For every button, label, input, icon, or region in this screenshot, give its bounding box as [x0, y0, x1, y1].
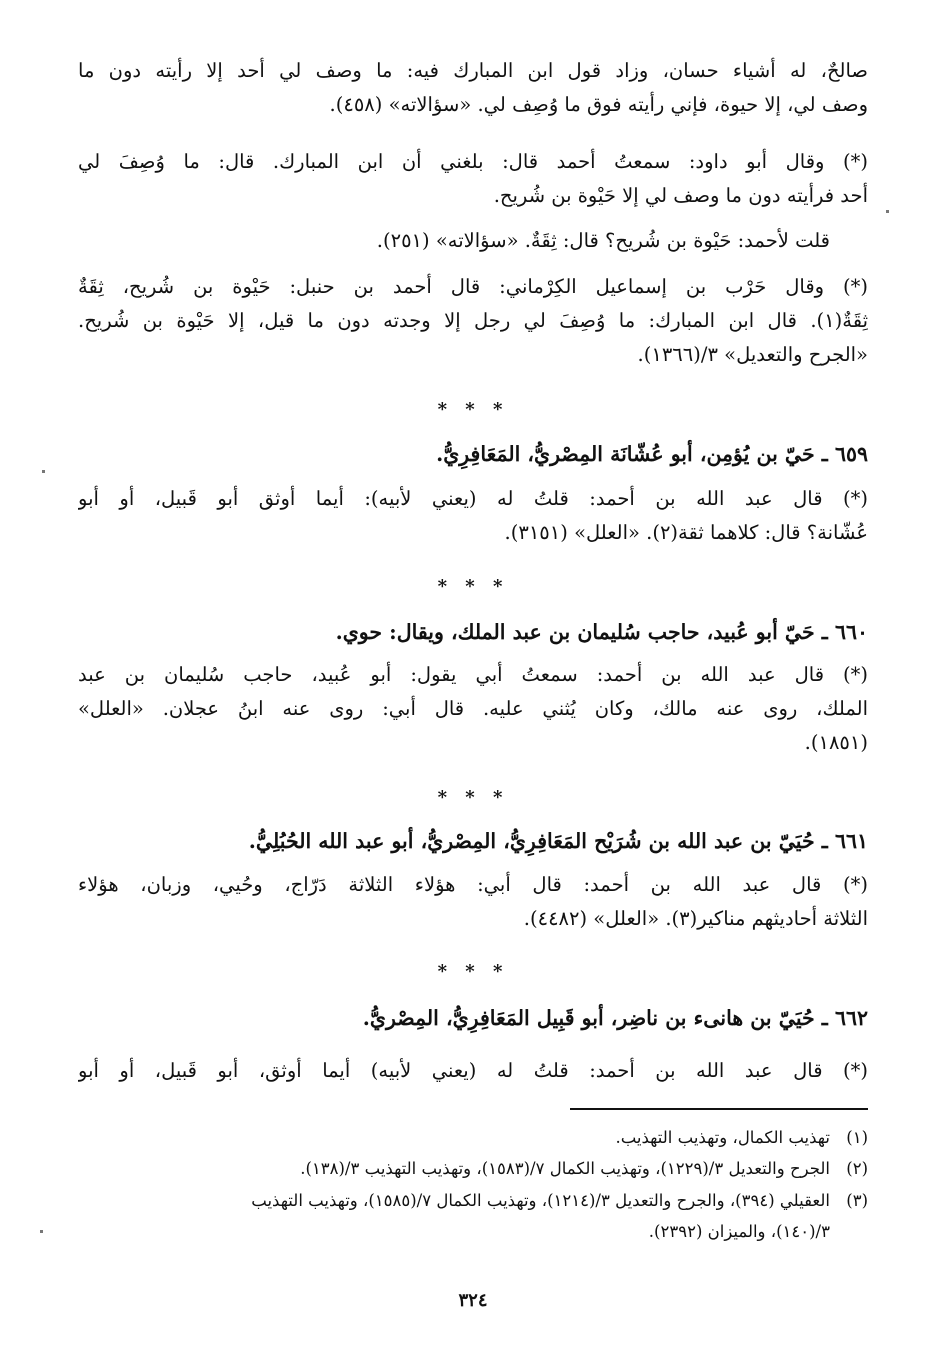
text-line: عُشّانة؟ قال: كلاهما ثقة(٢). «العلل» (٣١٥١). — [504, 521, 868, 544]
text-line: قلت لأحمد: حَيْوة بن شُريح؟ قال: ثِقَةٌ. «سؤالاته» (٢٥١). — [376, 229, 830, 252]
footnote-text: الجرح والتعديل ٣/(١٢٢٩)، وتهذيب الكمال ٧/(١٥٨٣)، وتهذيب التهذيب ٣/(١٣٨). — [300, 1159, 830, 1178]
entry-659-heading — [78, 436, 868, 472]
footnote-number: (٣) — [846, 1191, 868, 1210]
text-line: أحد فرأيته دون ما وصف لي إلا حَيْوة بن شُريح. — [493, 184, 868, 207]
paragraph-2 — [78, 145, 868, 213]
text-line: صالحٌ، له أشياء حسان، وزاد قول ابن المبارك فيه: ما وصف لي أحد إلا رأيته دون ما — [78, 59, 868, 82]
text-line: الثلاثة أحاديثهم مناكير(٣). «العلل» (٤٤٨٢). — [523, 907, 868, 930]
footnote-line — [78, 1185, 868, 1216]
text-line: (*) وقال حَرْب بن إسماعيل الكِرْماني: قال أحمد بن حنبل: حَيْوة بن شُريح، ثِقَةٌ — [78, 275, 868, 298]
section-separator: * * * — [437, 961, 509, 982]
page-number: ٣٢٤ — [458, 1290, 488, 1311]
entry-660-heading — [78, 614, 868, 650]
footnote-line — [78, 1153, 868, 1184]
section-separator: * * * — [437, 787, 509, 808]
footnote-number: (١) — [846, 1128, 868, 1147]
section-separator: * * * — [437, 399, 509, 420]
text-line: ثِقَةٌ(١). قال ابن المبارك: ما وُصِفَ لي رجل إلا وجدته دون ما قيل، إلا حَيْوة بن شُريح. — [78, 309, 868, 332]
scan-speck — [42, 470, 45, 473]
text-line: (*) قال عبد الله بن أحمد: قال أبي: هؤلاء الثلاثة دَرّاج، وحُيي، وزبان، هؤلاء — [78, 873, 868, 896]
entry-661-heading — [78, 823, 868, 859]
text-line: (*) قال عبد الله بن أحمد: سمعتُ أبي يقول: أبو عُبيد، حاجب سُليمان بن عبد — [78, 663, 868, 686]
footnote-text: تهذيب الكمال، وتهذيب التهذيب. — [615, 1128, 830, 1147]
footnote-text: ٣/(١٤٠)، والميزان (٢٣٩٢). — [648, 1222, 830, 1241]
scan-speck — [886, 210, 889, 213]
footnote-line — [78, 1122, 868, 1153]
entry-661-text — [78, 868, 868, 936]
text-line: (*) قال عبد الله بن أحمد: قلتُ له (يعني لأبيه): أيما أوثق أبو قَبيل، أو أبو — [78, 487, 868, 510]
text-line: الملك، روى عنه مالك، وكان يُثني عليه. قال أبي: روى عنه ابنُ عجلان. «العلل» — [78, 697, 868, 720]
text-line: (١٨٥١). — [804, 731, 868, 754]
section-separator: * * * — [437, 576, 509, 597]
footnote-1 — [78, 1122, 868, 1153]
footnote-rule — [570, 1108, 868, 1110]
book-page — [78, 42, 868, 1342]
paragraph-4 — [78, 270, 868, 372]
text-line: وصف لي، إلا حيوة، فإني رأيته فوق ما وُصِف لي. «سؤالاته» (٤٥٨). — [329, 93, 868, 116]
entry-662-heading — [78, 1000, 868, 1036]
footnote-2 — [78, 1153, 868, 1184]
entry-heading: ٦٦٢ ـ حُيَيّ بن هانىء بن ناضِر، أبو قَبِيل المَعَافِرِيُّ، المِصْريُّ. — [362, 1006, 868, 1030]
footnote-text: العقيلي (٣٩٤)، والجرح والتعديل ٣/(١٢١٤)، وتهذيب الكمال ٧/(١٥٨٥)، وتهذيب التهذيب — [251, 1191, 830, 1210]
paragraph-1 — [78, 54, 868, 122]
entry-662-text — [78, 1054, 868, 1088]
entry-heading: ٦٦١ ـ حُيَيّ بن عبد الله بن شُرَيْح المَعَافِرِيُّ، المِصْريُّ، أبو عبد الله الحُبُلِيُّ. — [248, 829, 868, 853]
text-line: (*) وقال أبو داود: سمعتُ أحمد قال: بلغني أن ابن المبارك. قال: ما وُصِفَ لي — [78, 150, 868, 173]
footnote-number: (٢) — [846, 1159, 868, 1178]
paragraph-3 — [78, 224, 868, 258]
text-line: «الجرح والتعديل» ٣/(١٣٦٦). — [637, 343, 868, 366]
entry-heading: ٦٦٠ ـ حَيّ أبو عُبيد، حاجب سُليمان بن عبد الملك، ويقال: حوي. — [335, 620, 868, 644]
entry-heading: ٦٥٩ ـ حَيّ بن يُؤمِن، أبو عُشّانَة المِصْريُّ، المَعَافِرِيُّ. — [436, 442, 868, 466]
scan-speck — [40, 1230, 43, 1233]
entry-660-text — [78, 658, 868, 760]
entry-659-text — [78, 482, 868, 550]
text-line: (*) قال عبد الله بن أحمد: قلتُ له (يعني لأبيه) أيما أوثق، أبو قَبيل، أو أبو — [78, 1059, 868, 1082]
footnote-3 — [78, 1185, 868, 1247]
